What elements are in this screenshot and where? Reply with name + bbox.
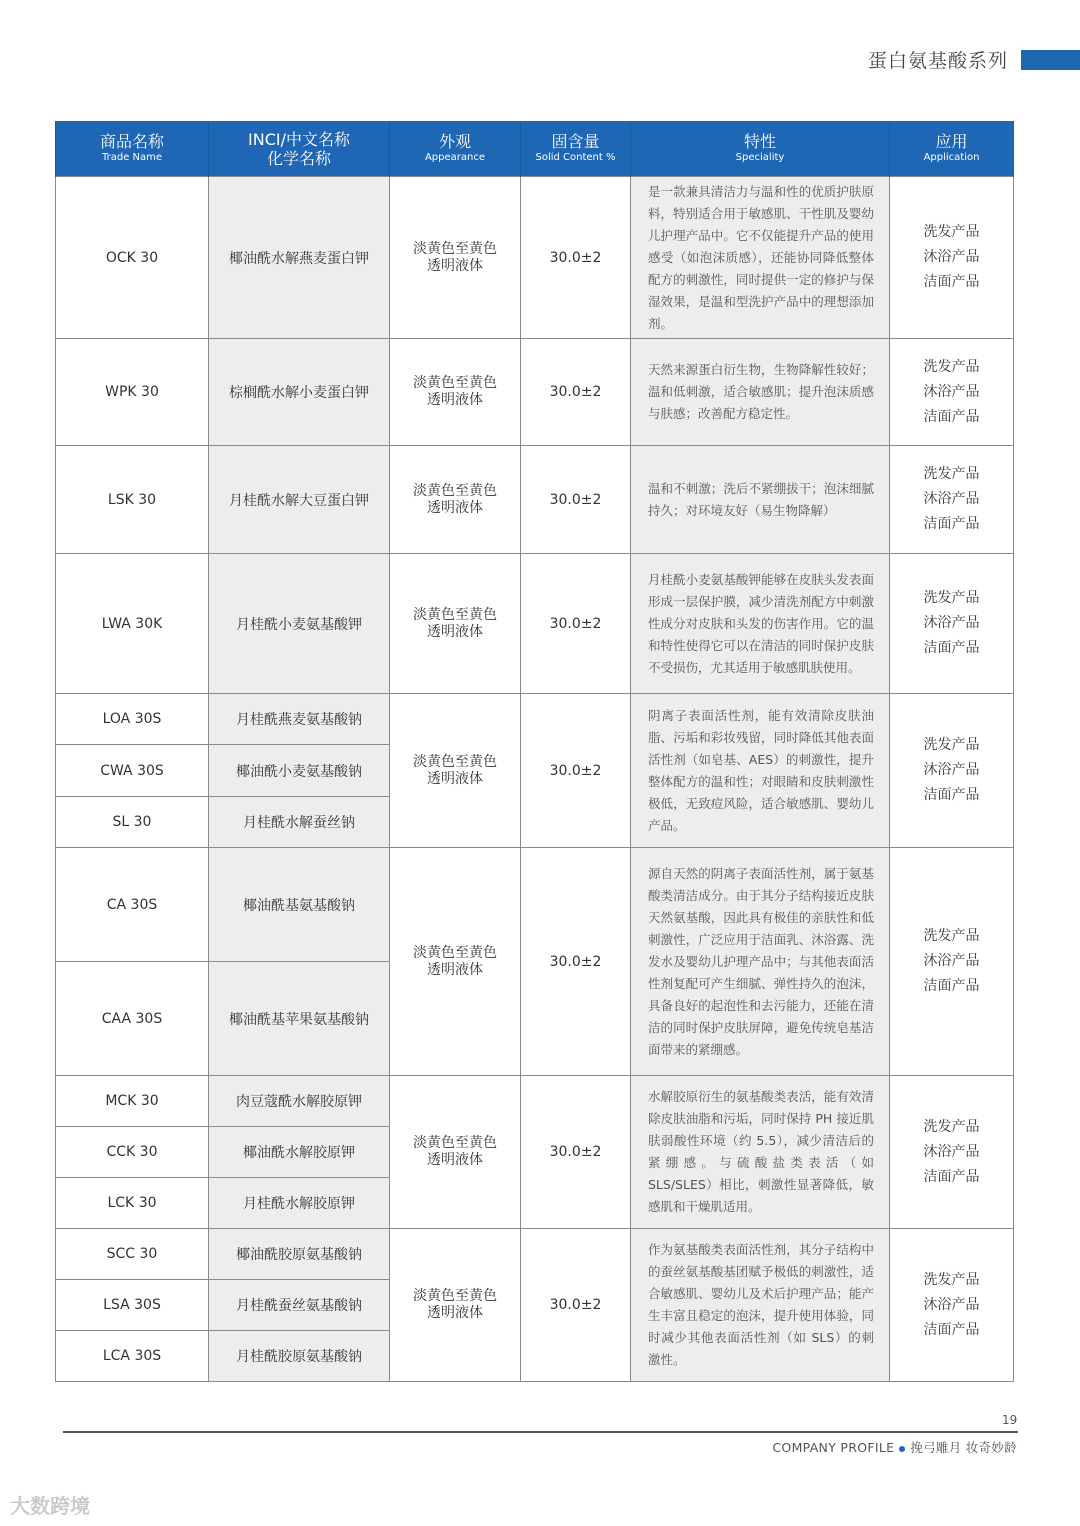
column-header xyxy=(890,121,1014,177)
product-table xyxy=(55,121,1014,1382)
table-row xyxy=(56,554,1014,694)
page-number: 19 xyxy=(1002,1413,1018,1427)
trade-name: LWA 30K xyxy=(56,554,209,694)
inci-name: 月桂酰燕麦氨基酸钠 xyxy=(209,694,390,745)
inci-name: 椰油酰基氨基酸钠 xyxy=(209,848,390,962)
column-header-zh: 固含量 xyxy=(551,132,600,151)
column-header-zh: 应用 xyxy=(935,132,968,151)
inci-name: 月桂酰水解蚕丝钠 xyxy=(209,797,390,848)
application-item: 洁面产品 xyxy=(923,787,980,803)
appearance-line: 透明液体 xyxy=(427,1305,483,1321)
application-item: 沐浴产品 xyxy=(923,953,980,969)
section-title: 蛋白氨基酸系列 xyxy=(868,50,1009,72)
trade-name: SCC 30 xyxy=(56,1229,209,1280)
application-item: 洗发产品 xyxy=(923,358,980,375)
column-header-en: Application xyxy=(923,152,980,163)
table-row xyxy=(56,446,1014,554)
application-item: 洗发产品 xyxy=(923,1118,980,1135)
application-item: 沐浴产品 xyxy=(923,491,980,507)
application-item: 洗发产品 xyxy=(923,1271,980,1288)
application-item: 洁面产品 xyxy=(923,516,980,532)
trade-name: LSA 30S xyxy=(56,1280,209,1331)
column-header-zh: 外观 xyxy=(438,132,471,151)
table-row xyxy=(56,339,1014,446)
column-header-en: Solid Content % xyxy=(535,152,616,163)
accent-bar xyxy=(1021,50,1080,70)
appearance-line: 透明液体 xyxy=(427,961,483,978)
application xyxy=(890,848,1014,1076)
appearance-line: 淡黄色至黄色 xyxy=(413,375,497,391)
application xyxy=(890,694,1014,848)
trade-name: MCK 30 xyxy=(56,1076,209,1127)
application-item: 沐浴产品 xyxy=(923,1296,980,1313)
application-item: 洁面产品 xyxy=(923,408,980,425)
appearance-line: 淡黄色至黄色 xyxy=(413,240,497,257)
column-header-zh: 特性 xyxy=(743,132,776,151)
table-header-row xyxy=(56,121,1014,177)
appearance-line: 淡黄色至黄色 xyxy=(413,482,497,499)
column-header-en: Trade Name xyxy=(101,152,163,163)
appearance-line: 透明液体 xyxy=(427,392,483,408)
inci-name: 肉豆蔻酰水解胶原钾 xyxy=(209,1076,390,1127)
appearance xyxy=(390,848,521,1076)
solid-content: 30.0±2 xyxy=(521,446,631,554)
appearance-line: 透明液体 xyxy=(427,623,483,640)
appearance xyxy=(390,339,521,446)
application xyxy=(890,1229,1014,1382)
inci-name: 椰油酰基苹果氨基酸钠 xyxy=(209,962,390,1076)
application-item: 洗发产品 xyxy=(923,466,980,482)
appearance xyxy=(390,694,521,848)
trade-name: OCK 30 xyxy=(56,177,209,339)
solid-content: 30.0±2 xyxy=(521,848,631,1076)
solid-content: 30.0±2 xyxy=(521,339,631,446)
application-item: 洗发产品 xyxy=(923,928,980,944)
solid-content: 30.0±2 xyxy=(521,554,631,694)
appearance-line: 淡黄色至黄色 xyxy=(413,944,497,961)
footer-divider xyxy=(63,1431,1018,1433)
column-header xyxy=(521,121,631,177)
column-header-en: 化学名称 xyxy=(266,148,331,168)
appearance-line: 淡黄色至黄色 xyxy=(413,1135,497,1151)
solid-content: 30.0±2 xyxy=(521,177,631,339)
speciality: 水解胶原衍生的氨基酸类表活，能有效清除皮肤油脂和污垢，同时保持 PH 接近肌肤弱酸性环境（约 5.5），减少清洁后的紧绷感。与硫酸盐类表活（如 SLS/SLES）相比，刺激性显著降低，敏感肌和干燥肌适用。 xyxy=(631,1076,890,1229)
appearance xyxy=(390,446,521,554)
application xyxy=(890,554,1014,694)
application-item: 洁面产品 xyxy=(923,978,980,994)
application xyxy=(890,1076,1014,1229)
table-row xyxy=(56,1076,1014,1127)
column-header-zh: INCI/中文名称 xyxy=(248,129,350,149)
trade-name: LSK 30 xyxy=(56,446,209,554)
application-item: 洗发产品 xyxy=(923,737,980,753)
speciality: 阴离子表面活性剂，能有效清除皮肤油脂、污垢和彩妆残留，同时降低其他表面活性剂（如皂基、AES）的刺激性，提升整体配方的温和性；对眼睛和皮肤刺激性极低，无致痘风险，适合敏感肌、婴幼儿产品。 xyxy=(631,694,890,848)
appearance xyxy=(390,1076,521,1229)
inci-name: 月桂酰蚕丝氨基酸钠 xyxy=(209,1280,390,1331)
solid-content: 30.0±2 xyxy=(521,694,631,848)
speciality: 月桂酰小麦氨基酸钾能够在皮肤头发表面形成一层保护膜，减少清洗剂配方中刺激性成分对皮肤和头发的伤害作用。它的温和特性使得它可以在清洁的同时保护皮肤不受损伤，尤其适用于敏感肌肤使用。 xyxy=(631,554,890,694)
table-row xyxy=(56,1229,1014,1280)
column-header xyxy=(631,121,890,177)
speciality: 源自天然的阴离子表面活性剂，属于氨基酸类清洁成分。由于其分子结构接近皮肤天然氨基酸，因此具有极佳的亲肤性和低刺激性，广泛应用于洁面乳、沐浴露、洗发水及婴幼儿护理产品中；与其他表面活性剂复配可产生细腻、弹性持久的泡沫，具备良好的起泡性和去污能力，还能在清洁的同时保护皮肤屏障，避免传统皂基洁面带来的紧绷感。 xyxy=(631,848,890,1076)
trade-name: WPK 30 xyxy=(56,339,209,446)
appearance xyxy=(390,554,521,694)
inci-name: 月桂酰水解胶原钾 xyxy=(209,1178,390,1229)
appearance-line: 淡黄色至黄色 xyxy=(413,753,497,770)
column-header-en: Speciality xyxy=(735,152,785,163)
appearance xyxy=(390,177,521,339)
application-item: 沐浴产品 xyxy=(923,615,980,631)
speciality: 温和不刺激；洗后不紧绷拔干；泡沫细腻持久；对环境友好（易生物降解） xyxy=(631,446,890,554)
application-item: 沐浴产品 xyxy=(923,1143,980,1160)
footer-slogan: 挽弓雕月 妆奇妙龄 xyxy=(910,1440,1017,1455)
inci-name: 椰油酰小麦氨基酸钠 xyxy=(209,745,390,797)
inci-name: 椰油酰水解燕麦蛋白钾 xyxy=(209,177,390,339)
trade-name: LCK 30 xyxy=(56,1178,209,1229)
column-header xyxy=(209,121,390,177)
trade-name: CA 30S xyxy=(56,848,209,962)
trade-name: SL 30 xyxy=(56,797,209,848)
application xyxy=(890,446,1014,554)
table-row xyxy=(56,177,1014,339)
watermark: 大数跨境 xyxy=(10,1494,90,1518)
footer xyxy=(772,1438,1017,1456)
trade-name: CAA 30S xyxy=(56,962,209,1076)
column-header-zh: 商品名称 xyxy=(99,132,164,151)
trade-name: CWA 30S xyxy=(56,745,209,797)
trade-name: LCA 30S xyxy=(56,1331,209,1382)
application xyxy=(890,339,1014,446)
trade-name: CCK 30 xyxy=(56,1127,209,1178)
column-header xyxy=(56,121,209,177)
trade-name: LOA 30S xyxy=(56,694,209,745)
appearance-line: 透明液体 xyxy=(427,499,483,516)
column-header-en: Appearance xyxy=(424,152,486,163)
application-item: 沐浴产品 xyxy=(923,249,980,265)
appearance-line: 透明液体 xyxy=(427,257,483,274)
inci-name: 月桂酰小麦氨基酸钾 xyxy=(209,554,390,694)
table-row xyxy=(56,694,1014,745)
application-item: 洗发产品 xyxy=(923,224,980,240)
table-row xyxy=(56,848,1014,962)
table-body xyxy=(56,177,1014,1382)
appearance-line: 透明液体 xyxy=(427,770,483,787)
application-item: 洁面产品 xyxy=(923,640,980,656)
bullet-icon xyxy=(899,1446,905,1452)
solid-content: 30.0±2 xyxy=(521,1229,631,1382)
appearance-line: 淡黄色至黄色 xyxy=(413,1288,497,1304)
application-item: 沐浴产品 xyxy=(923,383,980,400)
application-item: 沐浴产品 xyxy=(923,762,980,778)
footer-label: COMPANY PROFILE xyxy=(772,1440,895,1455)
inci-name: 月桂酰水解大豆蛋白钾 xyxy=(209,446,390,554)
speciality: 作为氨基酸类表面活性剂，其分子结构中的蚕丝氨基酸基团赋予极低的刺激性，适合敏感肌、婴幼儿及术后护理产品；能产生丰富且稳定的泡沫，提升使用体验，同时减少其他表面活性剂（如 SLS）的刺激性。 xyxy=(631,1229,890,1382)
application xyxy=(890,177,1014,339)
application-item: 洁面产品 xyxy=(923,1168,980,1185)
appearance-line: 淡黄色至黄色 xyxy=(413,606,497,623)
application-item: 洗发产品 xyxy=(923,590,980,606)
inci-name: 月桂酰胶原氨基酸钠 xyxy=(209,1331,390,1382)
appearance xyxy=(390,1229,521,1382)
appearance-line: 透明液体 xyxy=(427,1152,483,1168)
inci-name: 椰油酰胶原氨基酸钠 xyxy=(209,1229,390,1280)
inci-name: 椰油酰水解胶原钾 xyxy=(209,1127,390,1178)
column-header xyxy=(390,121,521,177)
speciality: 天然来源蛋白衍生物，生物降解性较好；温和低刺激，适合敏感肌；提升泡沫质感与肤感；改善配方稳定性。 xyxy=(631,339,890,446)
speciality: 是一款兼具清洁力与温和性的优质护肤原料，特别适合用于敏感肌、干性肌及婴幼儿护理产品中。它不仅能提升产品的使用感受（如泡沫质感），还能协同降低整体配方的刺激性，同时提供一定的修护与保湿效果，是温和型洗护产品中的理想添加剂。 xyxy=(631,177,890,339)
inci-name: 棕榈酰水解小麦蛋白钾 xyxy=(209,339,390,446)
solid-content: 30.0±2 xyxy=(521,1076,631,1229)
application-item: 洁面产品 xyxy=(923,274,980,290)
application-item: 洁面产品 xyxy=(923,1321,980,1338)
